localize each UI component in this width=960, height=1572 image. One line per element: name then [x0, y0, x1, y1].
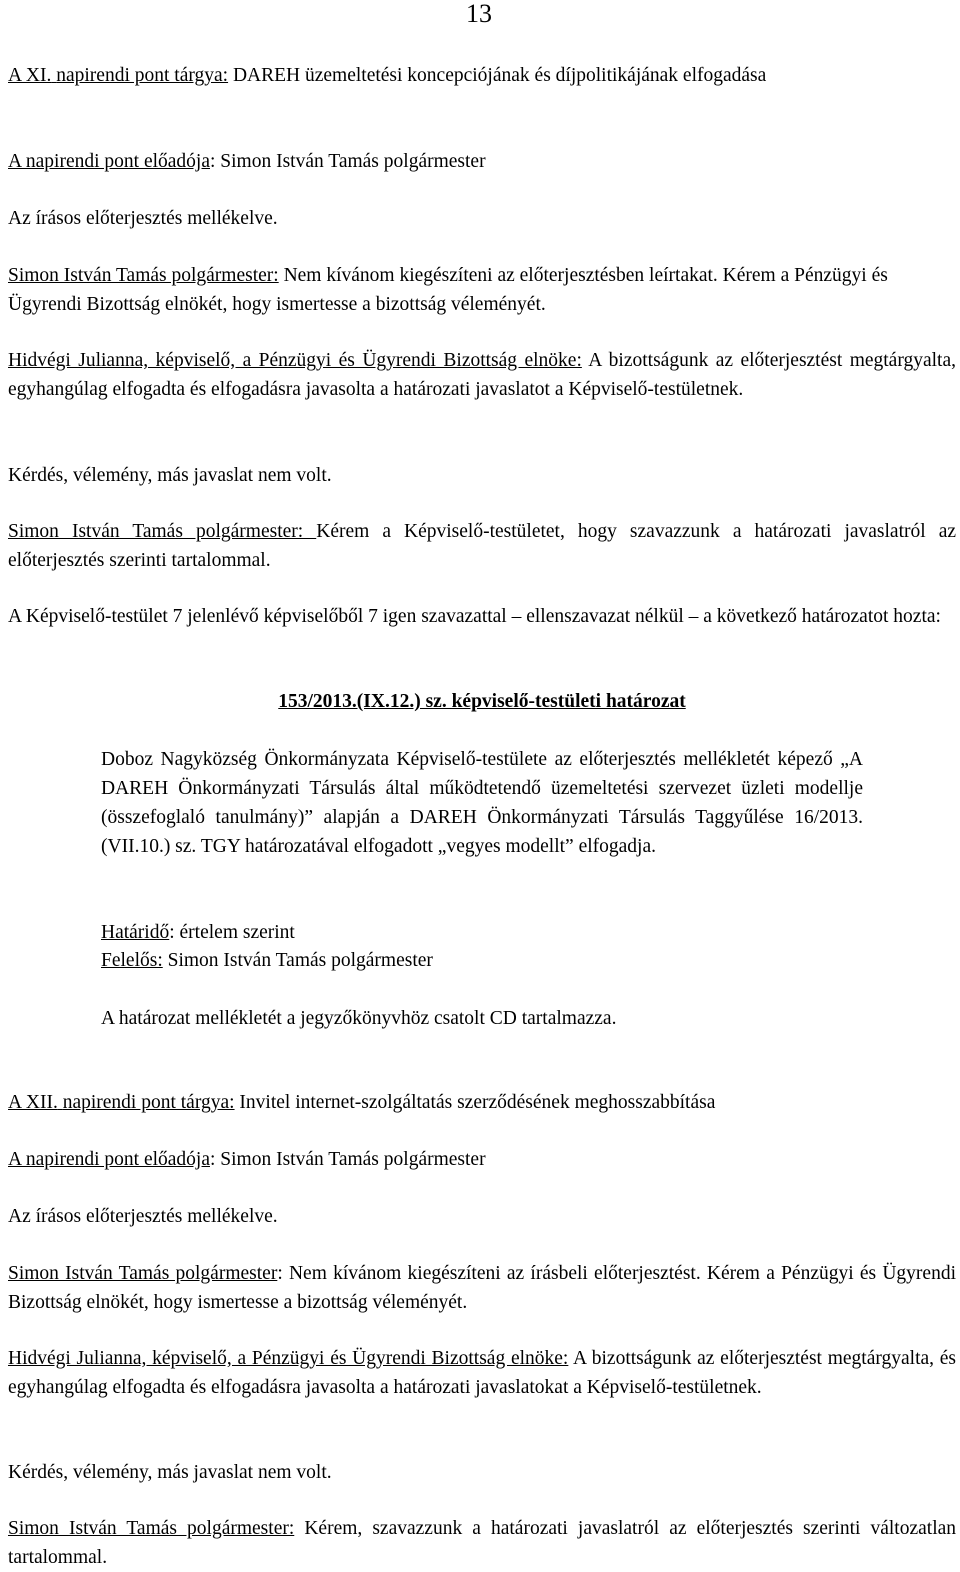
agenda-item-12-label: A XII. napirendi pont tárgya:	[8, 1092, 235, 1113]
speaker-text: : Nem kívánom kiegészíteni az írásbeli előterjesztést. Kérem a Pénzügyi és Ügyrendi Bizottság elnökét, hogy ismertesse a bizottság véleményét.	[8, 1263, 956, 1313]
agenda-item-12-presenter: A napirendi pont előadója: Simon István Tamás polgármester	[8, 1149, 486, 1170]
resolution-annex-note: A határozat mellékletét a jegyzőkönyvhöz csatolt CD tartalmazza.	[101, 1008, 617, 1029]
agenda-item-12-mayor-statement	[8, 1259, 956, 1317]
agenda-item-12-heading	[8, 1088, 956, 1117]
speaker-text: A bizottságunk az előterjesztést megtárgyalta, és egyhangúlag elfogadta és elfogadásra javasolta a határozati javaslatokat a Képviselő-testületnek.	[8, 1348, 956, 1398]
agenda-item-11-mayor-statement	[8, 261, 956, 319]
resolution-responsible	[101, 946, 863, 975]
agenda-item-11-chair-statement	[8, 346, 956, 404]
agenda-item-12-questions: Kérdés, vélemény, más javaslat nem volt.	[8, 1462, 332, 1483]
speaker-label: Simon István Tamás polgármester:	[8, 1518, 295, 1539]
agenda-item-11-heading	[8, 61, 956, 90]
responsible-label: Felelős:	[101, 950, 163, 971]
presenter-name: Simon István Tamás polgármester	[220, 151, 486, 172]
presenter-label: A napirendi pont előadója	[8, 151, 210, 172]
agenda-item-11-questions: Kérdés, vélemény, más javaslat nem volt.	[8, 465, 332, 486]
speaker-label: Simon István Tamás polgármester:	[8, 521, 317, 542]
speaker-label: Simon István Tamás polgármester	[8, 1263, 278, 1284]
agenda-item-12-attachment: Az írásos előterjesztés mellékelve.	[8, 1206, 278, 1227]
agenda-item-12-subject: Invitel internet-szolgáltatás szerződésének meghosszabbítása	[239, 1092, 716, 1113]
agenda-item-11-attachment: Az írásos előterjesztés mellékelve.	[8, 208, 278, 229]
presenter-label: A napirendi pont előadója	[8, 1149, 210, 1170]
agenda-item-11-vote-result: A Képviselő-testület 7 jelenlévő képviselőből 7 igen szavazattal – ellenszavazat nélkül – a következő határozatot hozta:	[8, 606, 941, 627]
resolution-title: 153/2013.(IX.12.) sz. képviselő-testületi határozat	[278, 691, 686, 712]
page-number: 13	[466, 0, 492, 28]
speaker-text: Kérem, szavazzunk a határozati javaslatról az előterjesztés szerinti változatlan tartalommal.	[8, 1518, 957, 1568]
agenda-item-11-label: A XI. napirendi pont tárgya:	[8, 65, 229, 86]
resolution-deadline	[101, 918, 863, 947]
agenda-item-11-mayor-vote-call	[8, 517, 956, 575]
speaker-label: Hidvégi Julianna, képviselő, a Pénzügyi és Ügyrendi Bizottság elnöke:	[8, 1348, 569, 1369]
responsible-value: Simon István Tamás polgármester	[162, 950, 433, 971]
agenda-item-12-mayor-vote-call	[8, 1514, 956, 1572]
presenter-name: Simon István Tamás polgármester	[220, 1149, 486, 1170]
speaker-text: A bizottságunk az előterjesztést megtárgyalta, egyhangúlag elfogadta és elfogadásra javasolta a határozati javaslatot a Képviselő-testületnek.	[8, 350, 956, 400]
agenda-item-11-presenter: A napirendi pont előadója: Simon István Tamás polgármester	[8, 151, 486, 172]
deadline-value: : értelem szerint	[169, 922, 295, 943]
deadline-label: Határidő	[101, 922, 170, 943]
resolution-text: Doboz Nagyközség Önkormányzata Képviselő-testülete az előterjesztés mellékletét képező „A DAREH Önkormányzati Társulás által működtetendő üzemeltetési szervezet üzleti modellje (összefoglaló tanulmány)” alapján a DAREH Önkormányzati Társulás Taggyűlése 16/2013. (VII.10.) sz. TGY határozatával elfogadott „vegyes modellt” elfogadja.	[101, 749, 863, 857]
agenda-item-12-chair-statement	[8, 1344, 956, 1402]
agenda-item-11-subject: DAREH üzemeltetési koncepciójának és díjpolitikájának elfogadása	[232, 65, 767, 86]
speaker-text: Kérem a Képviselő-testületet, hogy szavazzunk a határozati javaslatról az előterjesztés szerinti tartalommal.	[8, 521, 957, 571]
speaker-text: Nem kívánom kiegészíteni az előterjesztésben leírtakat. Kérem a Pénzügyi és Ügyrendi Bizottság elnökét, hogy ismertesse a bizottság véleményét.	[8, 265, 888, 315]
speaker-label: Simon István Tamás polgármester:	[8, 265, 279, 286]
speaker-label: Hidvégi Julianna, képviselő, a Pénzügyi és Ügyrendi Bizottság elnöke:	[8, 350, 582, 371]
